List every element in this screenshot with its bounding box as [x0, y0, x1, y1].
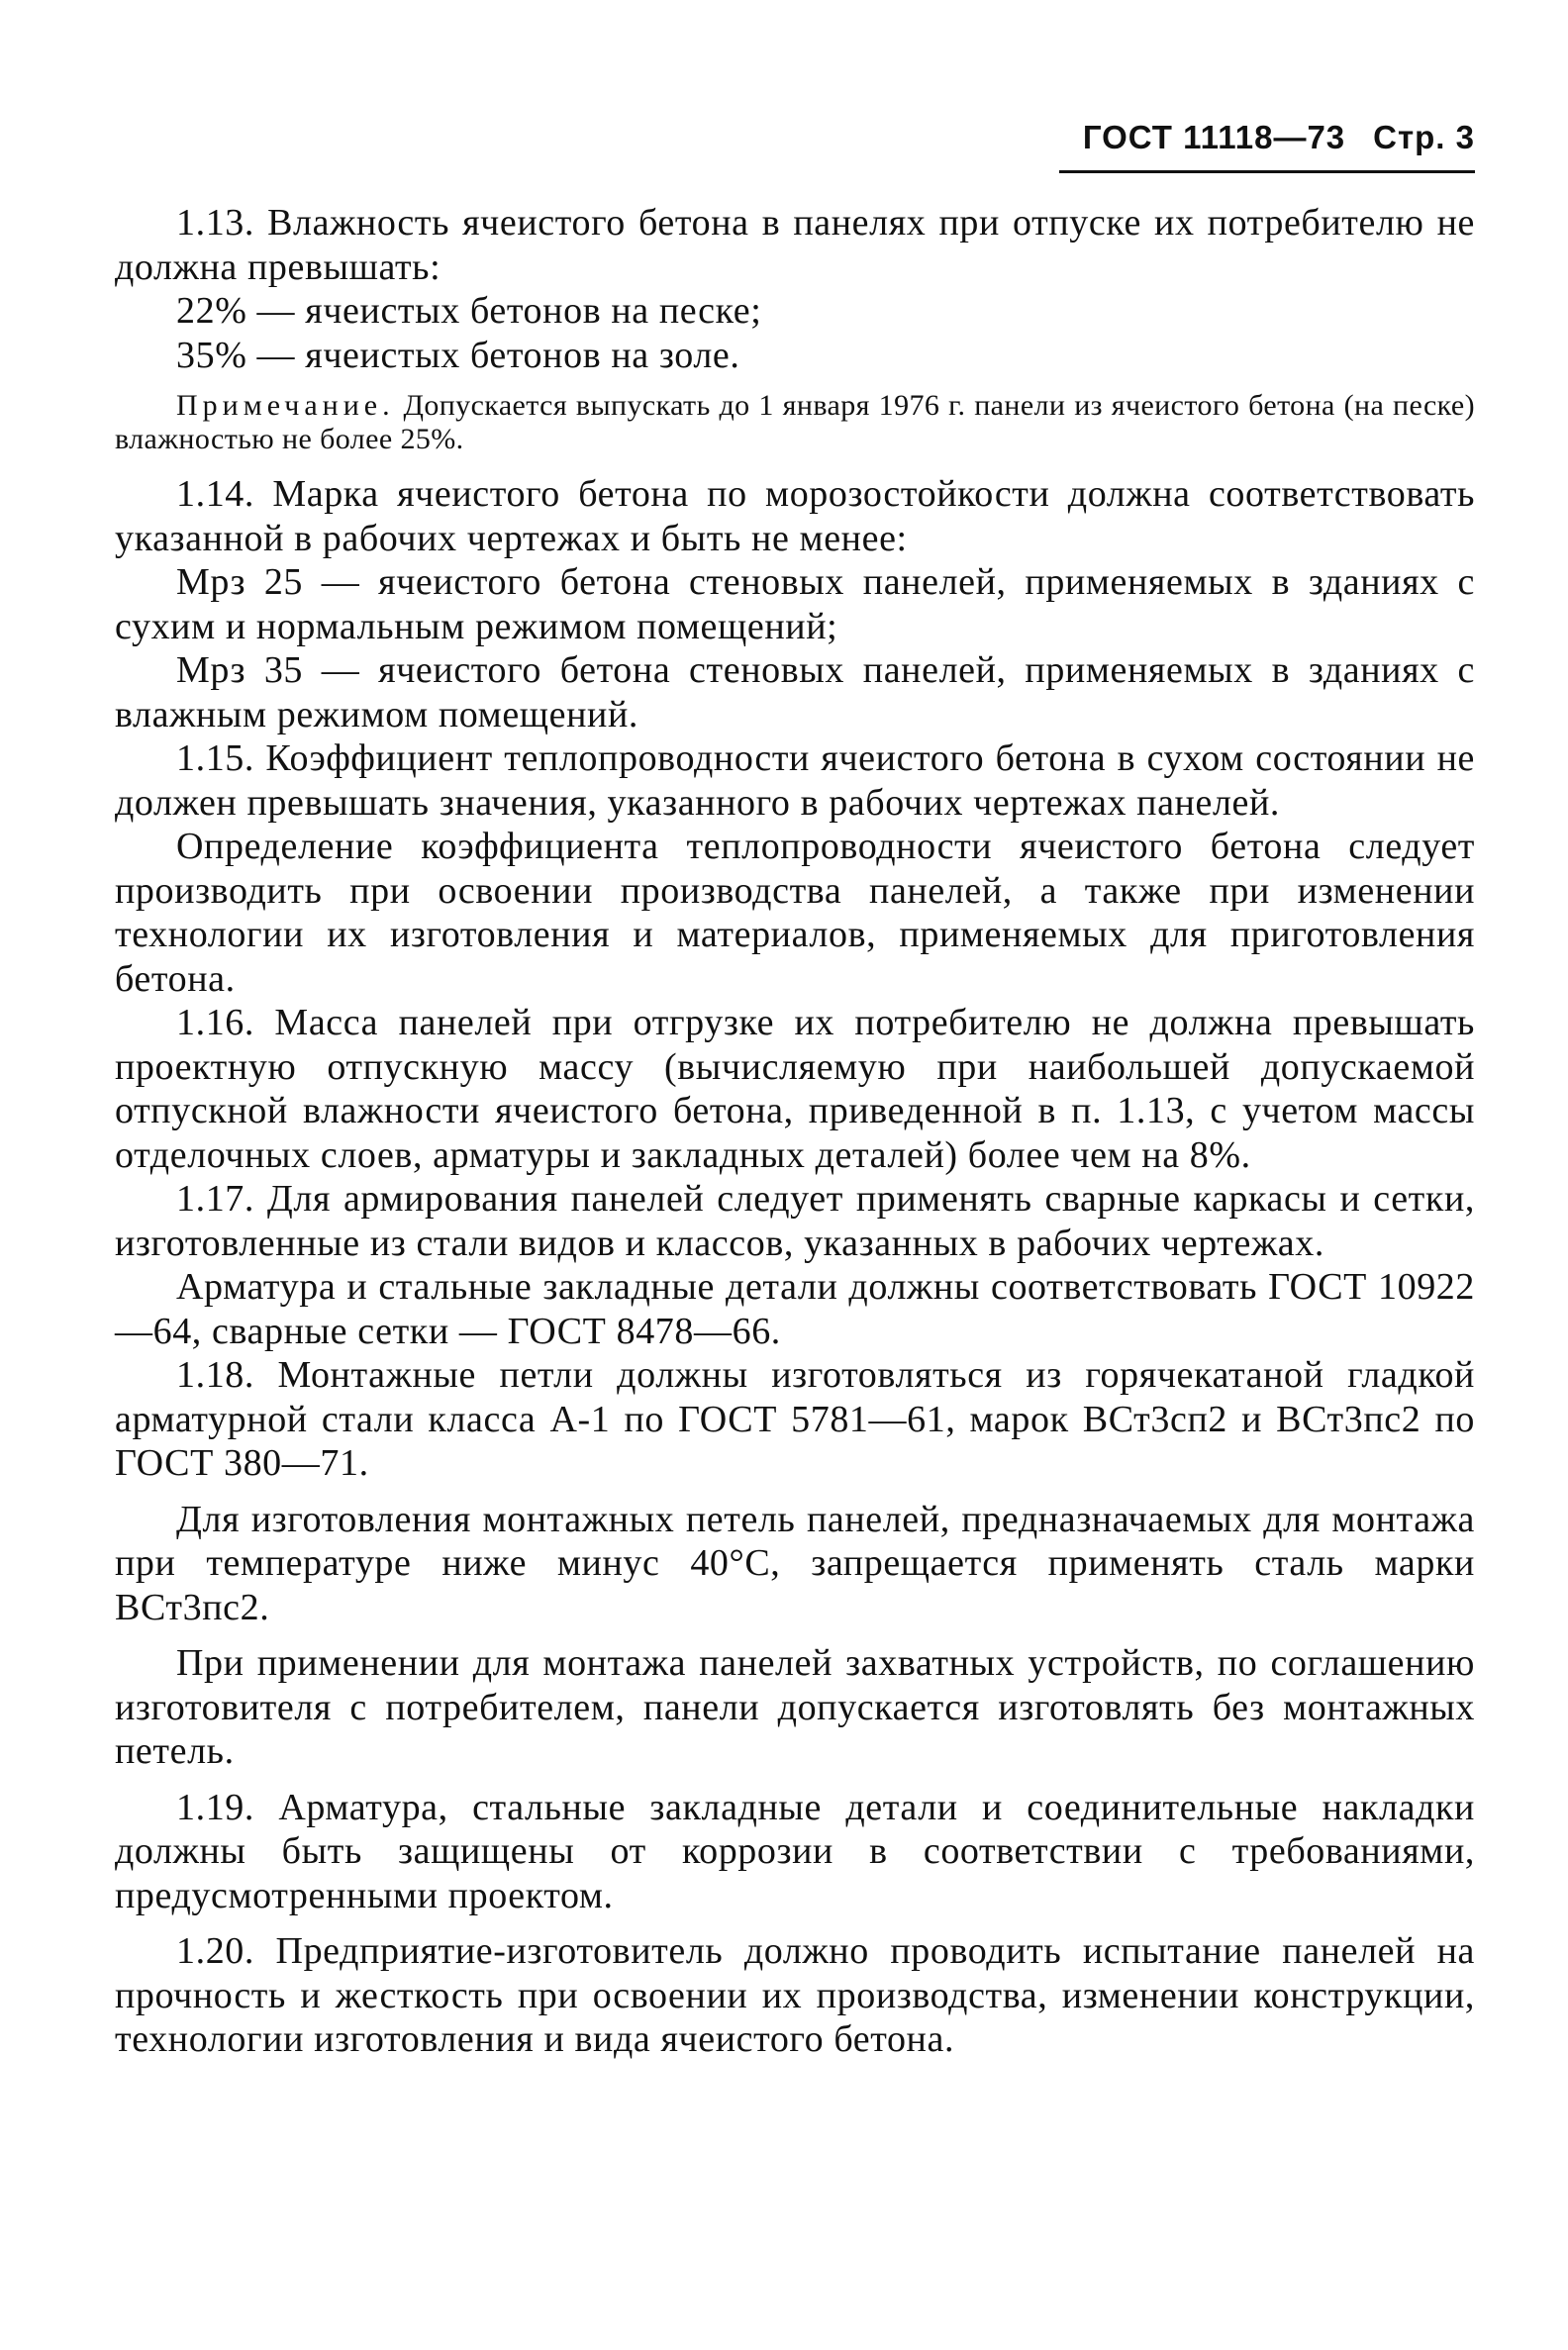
note-text: Допускается выпускать до 1 января 1976 г. панели из ячеистого бетона (на песке) влажностью не более 25%. [115, 389, 1475, 455]
paragraph-1-15: 1.15. Коэффициент теплопроводности ячеистого бетона в сухом состоянии не должен превышать значения, указанного в рабочих чертежах панелей. [115, 737, 1475, 824]
paragraph-reinforcement: Арматура и стальные закладные детали должны соответствовать ГОСТ 10922—64, сварные сетки — ГОСТ 8478—66. [115, 1266, 1475, 1352]
paragraph-gripping-devices: При применении для монтажа панелей захватных устройств, по соглашению изготовителя с потребителем, панели допускается изготовлять без монтажных петель. [115, 1642, 1475, 1772]
paragraph-mrz-35: Мрз 35 — ячеистого бетона стеновых панелей, применяемых в зданиях с влажным режимом помещений. [115, 649, 1475, 735]
paragraph-1-14: 1.14. Марка ячеистого бетона по морозостойкости должна соответствовать указанной в рабочих чертежах и быть не менее: [115, 473, 1475, 559]
paragraph-moisture-ash: 35% — ячеистых бетонов на золе. [176, 334, 740, 376]
paragraph-1-13: 1.13. Влажность ячеистого бетона в панелях при отпуске их потребителю не должна превышать: [115, 202, 1475, 288]
paragraph-1-20: 1.20. Предприятие-изготовитель должно проводить испытание панелей на прочность и жесткость при освоении их производства, изменении конструкции, технологии изготовления и вида ячеистого бетона. [115, 1930, 1475, 2060]
header-rule [1059, 170, 1475, 173]
page-number: Стр. 3 [1373, 119, 1475, 155]
paragraph-1-17: 1.17. Для армирования панелей следует применять сварные каркасы и сетки, изготовленные из стали видов и классов, указанных в рабочих чертежах. [115, 1178, 1475, 1264]
paragraph-moisture-sand: 22% — ячеистых бетонов на песке; [176, 290, 762, 332]
note-label: Примечание. [176, 389, 395, 422]
document-page [115, 119, 1475, 2062]
paragraph-conductivity: Определение коэффициента теплопроводности ячеистого бетона следует производить при освоении производства панелей, а также при изменении технологии их изготовления и материалов, применяемых для приготовления бетона. [115, 826, 1475, 1000]
paragraph-1-18: 1.18. Монтажные петли должны изготовляться из горячекатаной гладкой арматурной стали класса А-1 по ГОСТ 5781—61, марок ВСт3сп2 и ВСт3пс2 по ГОСТ 380—71. [115, 1354, 1475, 1484]
paragraph-1-16: 1.16. Масса панелей при отгрузке их потребителю не должна превышать проектную отпускную массу (вычисляемую при наибольшей допускаемой отпускной влажности ячеистого бетона, приведенной в п. 1.13, с учетом массы отделочных слоев, арматуры и закладных деталей) более чем на 8%. [115, 1002, 1475, 1176]
paragraph-loops-temperature: Для изготовления монтажных петель панелей, предназначаемых для монтажа при температуре ниже минус 40°С, запрещается применять сталь марки ВСт3пс2. [115, 1498, 1475, 1628]
page-header [115, 119, 1475, 170]
paragraph-1-19: 1.19. Арматура, стальные закладные детали и соединительные накладки должны быть защищены от коррозии в соответствии с требованиями, предусмотренными проектом. [115, 1786, 1475, 1916]
document-body [115, 201, 1475, 2062]
note-block [115, 389, 1475, 456]
standard-number: ГОСТ 11118—73 [1082, 119, 1346, 155]
paragraph-mrz-25: Мрз 25 — ячеистого бетона стеновых панелей, применяемых в зданиях с сухим и нормальным режимом помещений; [115, 561, 1475, 647]
